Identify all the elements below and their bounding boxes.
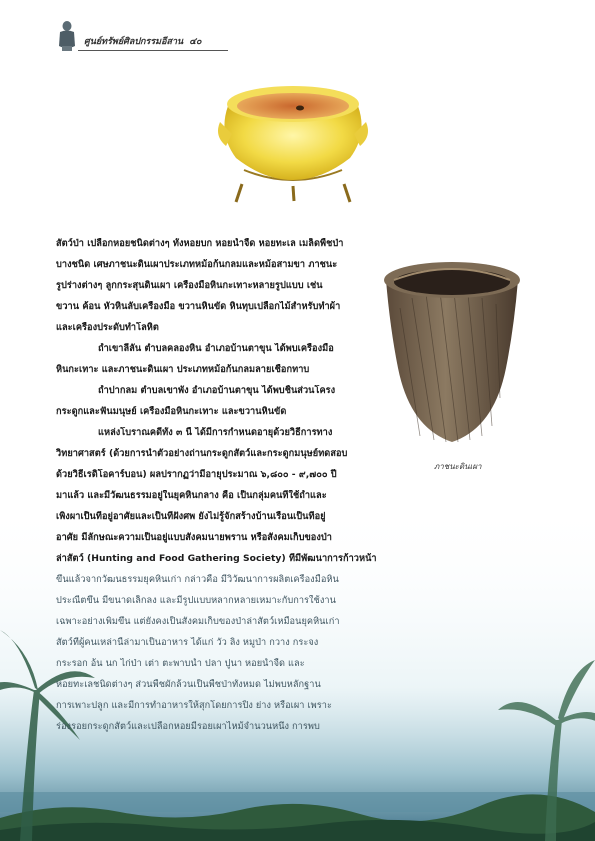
page-number: ๔๐ (189, 37, 202, 47)
paragraph-line: กระดูกและฟันมนุษย์ เครื่องมือหินกะเทาะ และขวานหินขัด (56, 406, 287, 417)
paragraph-line: ร่องรอยกระดูกสัตว์และเปลือกหอยมีรอยเผาไหม้จำนวนหนึ่ง การพบ (56, 721, 320, 732)
paragraph-line: และเครื่องประดับทำโลหิต (56, 322, 159, 333)
paragraph-line: แหล่งโบราณคดีทั้ง ๓ นี้ ได้มีการกำหนดอายุด้วยวิธีการทาง (98, 427, 333, 438)
paragraph-line: รูปร่างต่างๆ ลูกกระสุนดินเผา เครื่องมือหินกะเทาะหลายรูปแบบ เช่น (56, 280, 323, 291)
paragraph-line: บางชนิด เศษภาชนะดินเผาประเภทหม้อก้นกลมและหม้อสามขา ภาชนะ (56, 259, 338, 270)
paragraph-line: สัตว์ป่า เปลือกหอยชนิดต่างๆ ทั้งหอยบก หอยน้ำจืด หอยทะเล เมล็ดพืชป่า (56, 238, 344, 249)
paragraph-line: เพิงผาเป็นที่อยู่อาศัยและเป็นที่ฝังศพ ยังไม่รู้จักสร้างบ้านเรือนเป็นที่อยู่ (56, 511, 326, 522)
paragraph-line: ขวาน ค้อน หัวหินลับเครื่องมือ ขวานหินขัด หินทุบเปลือกไม้สำหรับทำผ้า (56, 301, 341, 312)
paragraph-line: ล่าสัตว์ (Hunting and Food Gathering Society) ที่มีพัฒนาการก้าวหน้า (56, 553, 377, 564)
paragraph-line: ถ้ำเขาลีลัน ตำบลคลองหิน อำเภอบ้านตาขุน ได้พบเครื่องมือ (98, 343, 334, 354)
paragraph-line: การเพาะปลูก และมีการทำอาหารให้สุกโดยการปิ้ง ย่าง หรือเผา เพราะ (56, 700, 332, 711)
paragraph-line: ขึ้นแล้วจากวัฒนธรรมยุคหินเก่า กล่าวคือ มีวิวัฒนาการผลิตเครื่องมือหิน (56, 574, 339, 585)
paragraph-line: กระรอก อ้น นก ไก่ป่า เต่า ตะพาบน้ำ ปลา ปูนา หอยน้ำจืด และ (56, 658, 305, 669)
paragraph-line: หอยทะเลชนิดต่างๆ ส่วนพืชผักล้วนเป็นพืชป่าทั้งหมด ไม่พบหลักฐาน (56, 679, 321, 690)
paragraph-line: วิทยาศาสตร์ (ด้วยการนำตัวอย่างถ่านกระดูกสัตว์และกระดูกมนุษย์ทดสอบ (56, 448, 348, 459)
paragraph-line: เฉพาะอย่างเพิ่มขึ้น แต่ยังคงเป็นสังคมเก็บของป่าล่าสัตว์เหมือนยุคหินเก่า (56, 616, 340, 627)
paragraph-line: อาศัย มีลักษณะความเป็นอยู่แบบสังคมนายพราน หรือสังคมเก็บของป่า (56, 532, 332, 543)
running-title: ศูนย์ทรัพย์ศิลปกรรมอีสาน (84, 37, 184, 47)
paragraph-line: สัตว์ที่ผู้คนเหล่านี้ล่ามาเป็นอาหาร ได้แก่ วัว ลิง หมูป่า กวาง กระจง (56, 637, 319, 648)
paragraph-line: ประณีตขึ้น มีขนาดเล็กลง และมีรูปแบบหลากหลายเหมาะกับการใช้งาน (56, 595, 336, 606)
paragraph-line: หินกะเทาะ และภาชนะดินเผา ประเภทหม้อก้นกลมลายเชือกทาบ (56, 364, 310, 375)
paragraph-line: ถ้ำปากลม ตำบลเขาพัง อำเภอบ้านตาขุน ได้พบชิ้นส่วนโครง (98, 385, 336, 396)
figure-caption: ภาชนะดินเผา (434, 462, 482, 471)
paragraph-line: ด้วยวิธีเรดิโอคาร์บอน) ผลปรากฏว่ามีอายุประมาณ ๖,๘๐๐ - ๙,๗๐๐ ปี (56, 469, 337, 480)
paragraph-line: มาแล้ว และมีวัฒนธรรมอยู่ในยุคหินกลาง คือ เป็นกลุ่มคนที่ใช้ถ้ำและ (56, 490, 327, 501)
